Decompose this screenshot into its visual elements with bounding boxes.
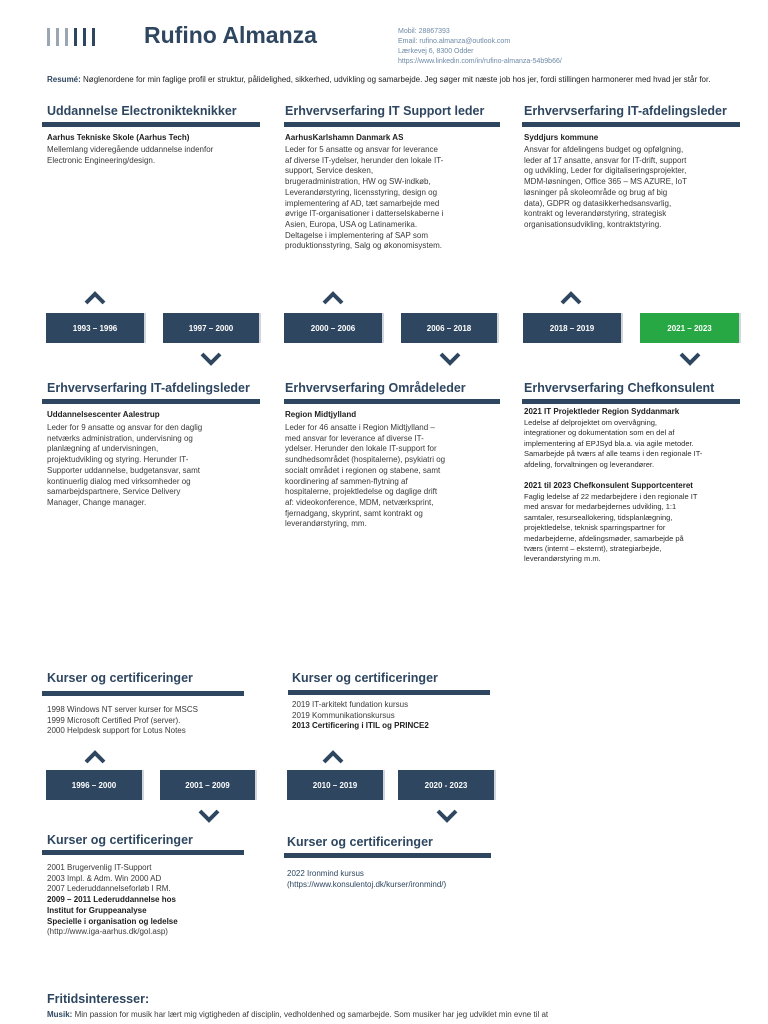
section-body-2 [524, 492, 749, 565]
section-body [285, 145, 500, 252]
section-title-it-manager: Erhvervserfaring IT-afdelingsleder [524, 104, 727, 118]
section-title-education: Uddannelse Electronikteknikker [47, 104, 237, 118]
body-line: samtaler, resurseallokering, tidsplanlægning, [524, 512, 673, 522]
contact-block [398, 27, 562, 67]
body-line: øvrige IT-organisationer i datterselskaberne i [285, 209, 444, 219]
timeline-year-box: 2000 – 2006 [284, 313, 384, 343]
section-subtitle: Syddjurs kommune [524, 133, 599, 142]
course-link[interactable]: (https://www.konsulentoj.dk/kurser/ironmind/) [287, 879, 447, 889]
section-subtitle: Region Midtjylland [285, 410, 357, 419]
body-line: implementering af AD, tæt samarbejde med [285, 198, 440, 208]
body-line: 2013 Certificering i ITIL og PRINCE2 [292, 721, 429, 731]
body-line: 2003 Impl. & Adm. Win 2000 AD [47, 873, 162, 883]
chevron-down-icon [198, 809, 220, 823]
section-subtitle: Uddannelsescenter Aalestrup [47, 410, 160, 419]
chevron-up-icon [84, 291, 106, 305]
resume-text: Nøglenordene for min faglige profil er struktur, pålidelighed, sikkerhed, udvikling og samarbejde. Jeg søger mit næste job hos jer, fordi stillingen harmonerer med hvad jer står for. [83, 75, 711, 84]
body-line: hospitalerne, projektledelse og daglige drift [285, 487, 438, 497]
body-line: Electronic Engineering/design. [47, 155, 156, 165]
hobbies-text [47, 1010, 747, 1020]
body-line: MDM-løsningen, Office 365 – MS AZURE, IoT [524, 177, 688, 187]
timeline-year-box: 2006 – 2018 [401, 313, 499, 343]
section-title-courses: Kurser og certificeringer [47, 833, 193, 847]
body-line: Faglig ledelse af 22 medarbejdere i den regionale IT [524, 492, 698, 501]
section-body [285, 423, 505, 530]
timeline-year-box: 1996 – 2000 [46, 770, 144, 800]
body-line: og udvikling, Leder for digitaliseringsprojekter, [524, 166, 687, 176]
timeline-year-box: 1993 – 1996 [46, 313, 146, 343]
body-line: Specielle i organisation og ledelse [47, 916, 178, 926]
section-subtitle-2: 2021 til 2023 Chefkonsulent Supportcenteret [524, 481, 693, 490]
body-line: Manager, Change manager. [47, 497, 147, 507]
body-line: 2007 Lederuddannelseforløb I RM. [47, 884, 171, 894]
section-underline [522, 399, 740, 404]
hobby-label: Musik: [47, 1010, 73, 1019]
body-line: Samarbejde på tværs af alle teams i den regionale IT- [524, 449, 703, 459]
section-body [47, 863, 257, 938]
section-underline [42, 691, 244, 696]
body-line: medarbejderne, afdelingsmøder, samarbejde på [524, 533, 684, 543]
hobby-text: Min passion for musik har lært mig vigtigheden af disciplin, vedholdenhed og samarbejde. Som musiker har jeg udviklet min evne til at [74, 1010, 549, 1019]
body-line: Supporter uddannelse, budgetansvar, samt [47, 465, 200, 475]
contact-email[interactable]: Email: rufino.almanza@outlook.com [398, 38, 511, 45]
contact-linkedin[interactable]: https://www.linkedin.com/in/rufino-almanza-54b9b66/ [398, 58, 562, 65]
section-body [292, 700, 502, 732]
candidate-name: Rufino Almanza [144, 22, 317, 48]
chevron-down-icon [439, 352, 461, 366]
section-title-hobbies: Fritidsinteresser: [47, 992, 150, 1006]
section-subtitle: 2021 IT Projektleder Region Syddanmark [524, 407, 680, 416]
body-line: leder af 17 ansatte, ansvar for IT-drift, support [524, 155, 687, 165]
body-line: kontinuerlig dialog med virksomheder og [47, 476, 191, 486]
section-title-courses: Kurser og certificeringer [47, 671, 193, 685]
body-line: med ansvar for medarbejdernes udvikling, 1:1 [524, 502, 677, 512]
body-line: implementering af EPJSyd bla.a. via agile metoder. [524, 438, 694, 448]
section-underline [522, 122, 740, 127]
section-title-area-manager: Erhvervserfaring Områdeleder [285, 381, 466, 395]
body-line: 2019 IT-arkitekt fundation kursus [292, 700, 409, 709]
section-title-it-manager-aalestrup: Erhvervserfaring IT-afdelingsleder [47, 381, 250, 395]
section-body [47, 423, 267, 509]
body-line: sundhedsområdet (hospitalerne), psykiatri og [285, 455, 446, 465]
body-line: Leverandørstyring, licensstyring, design og [285, 187, 438, 197]
body-line: 2019 Kommunikationskursus [292, 710, 395, 720]
body-line: Mellemlang videregående uddannelse indenfor [47, 145, 214, 154]
section-underline [42, 122, 260, 127]
chevron-down-icon [679, 352, 701, 366]
body-line: leverandørstyring, mm. [285, 519, 367, 529]
section-subtitle: AarhusKarlshamn Danmark AS [285, 133, 404, 142]
section-title-chief-consultant: Erhvervserfaring Chefkonsulent [524, 381, 715, 395]
timeline-year-box: 2010 – 2019 [287, 770, 385, 800]
body-line: Institut for Gruppeanalyse [47, 905, 147, 915]
section-title-courses: Kurser og certificeringer [292, 671, 438, 685]
body-line: med ansvar for leverance af diverse IT- [285, 433, 424, 443]
body-line: 2009 – 2011 Lederuddannelse hos [47, 895, 176, 905]
timeline-year-box: 2018 – 2019 [523, 313, 623, 343]
body-line: afdeling, forvaltningen og leverandører. [524, 459, 655, 469]
timeline-year-box: 2020 - 2023 [398, 770, 496, 800]
body-line: produktionsstyring, Salg og økonomisystem. [285, 241, 442, 251]
body-line: af diverse IT-ydelser, herunder den lokale IT- [285, 155, 444, 165]
body-line: Leder for 5 ansatte og ansvar for leverance [285, 145, 438, 154]
resume-summary [47, 74, 717, 85]
body-line: organisationsudvikling, kontraktstyring. [524, 219, 662, 229]
body-line: tværs (internt – eksternt), strategiarbejde, [524, 544, 662, 554]
resume-label: Resumé: [47, 75, 81, 84]
body-line: 1998 Windows NT server kurser for MSCS [47, 705, 199, 714]
body-line: Leder for 9 ansatte og ansvar for den daglig [47, 423, 203, 432]
section-body [47, 705, 257, 737]
section-body [287, 869, 517, 890]
body-line: socialt området i regionen og stabene, samt [285, 465, 441, 475]
chevron-down-icon [200, 352, 222, 366]
body-line: fjernadgang, skyprint, samt kontrakt og [285, 508, 423, 518]
timeline-year-box-current: 2021 – 2023 [640, 313, 741, 343]
body-line: kontrakt og leverandørstyring, strategisk [524, 209, 667, 219]
body-line: 2000 Helpdesk support for Lotus Notes [47, 726, 186, 736]
section-underline [284, 853, 491, 858]
body-line: 2001 Brugervenlig IT-Support [47, 863, 152, 872]
body-line: koordinering af sammen-flytning af [285, 476, 408, 486]
contact-address: Lærkevej 6, 8300 Odder [398, 48, 474, 55]
body-line: Ledelse af delprojektet om overvågning, [524, 418, 658, 427]
logo-bars [47, 28, 95, 46]
body-line: brugeradministration, HW og SW-indkøb, [285, 177, 431, 187]
section-body [524, 418, 749, 470]
section-title-courses: Kurser og certificeringer [287, 835, 433, 849]
body-line: Leder for 46 ansatte i Region Midtjylland – [285, 423, 435, 432]
contact-phone: Mobil: 28867393 [398, 28, 450, 35]
body-line: Ansvar for afdelingens budget og opfølgning, [524, 145, 684, 154]
body-line: ydelser. Herunder den lokale IT-support for [285, 444, 437, 454]
chevron-up-icon [84, 750, 106, 764]
chevron-up-icon [322, 750, 344, 764]
section-subtitle: Aarhus Tekniske Skole (Aarhus Tech) [47, 133, 190, 142]
body-line: Deltagelse i implementering af SAP som [285, 230, 429, 240]
timeline-year-box: 2001 – 2009 [160, 770, 257, 800]
section-underline [284, 122, 500, 127]
body-line: 2022 Ironmind kursus [287, 869, 364, 878]
body-line: support, Service desken, [285, 166, 374, 176]
body-line: samarbejdspartnere, Service Delivery [47, 487, 181, 497]
section-underline [42, 850, 244, 855]
body-line: projektudvikling og styring. Herunder IT- [47, 455, 189, 465]
body-line: netværks administration, undervisning og [47, 433, 193, 443]
course-link[interactable]: (http://www.iga-aarhus.dk/gol.asp) [47, 927, 168, 937]
section-body [47, 145, 262, 166]
section-body [524, 145, 744, 231]
chevron-up-icon [322, 291, 344, 305]
section-underline [284, 399, 500, 404]
body-line: af: videokonference, MDM, netværksprint, [285, 497, 434, 507]
body-line: 1999 Microsoft Certified Prof (server). [47, 715, 181, 725]
body-line: leverandørstyring m.m. [524, 554, 601, 564]
body-line: løsninger på skoleområde og brug af big [524, 187, 668, 197]
body-line: planlægning af undervisningen, [47, 444, 159, 454]
chevron-down-icon [436, 809, 458, 823]
body-line: Asien, Europa, USA og Latinamerika. [285, 219, 418, 229]
section-underline [42, 399, 260, 404]
section-title-it-support: Erhvervserfaring IT Support leder [285, 104, 485, 118]
body-line: integrationer og dokumentation som en del af [524, 428, 675, 438]
chevron-up-icon [560, 291, 582, 305]
body-line: data), GDPR og datasikkerhedsansvarlig, [524, 198, 672, 208]
body-line: projektledelse, teknisk sparringspartner for [524, 523, 666, 533]
timeline-year-box: 1997 – 2000 [163, 313, 261, 343]
section-underline [288, 690, 490, 695]
